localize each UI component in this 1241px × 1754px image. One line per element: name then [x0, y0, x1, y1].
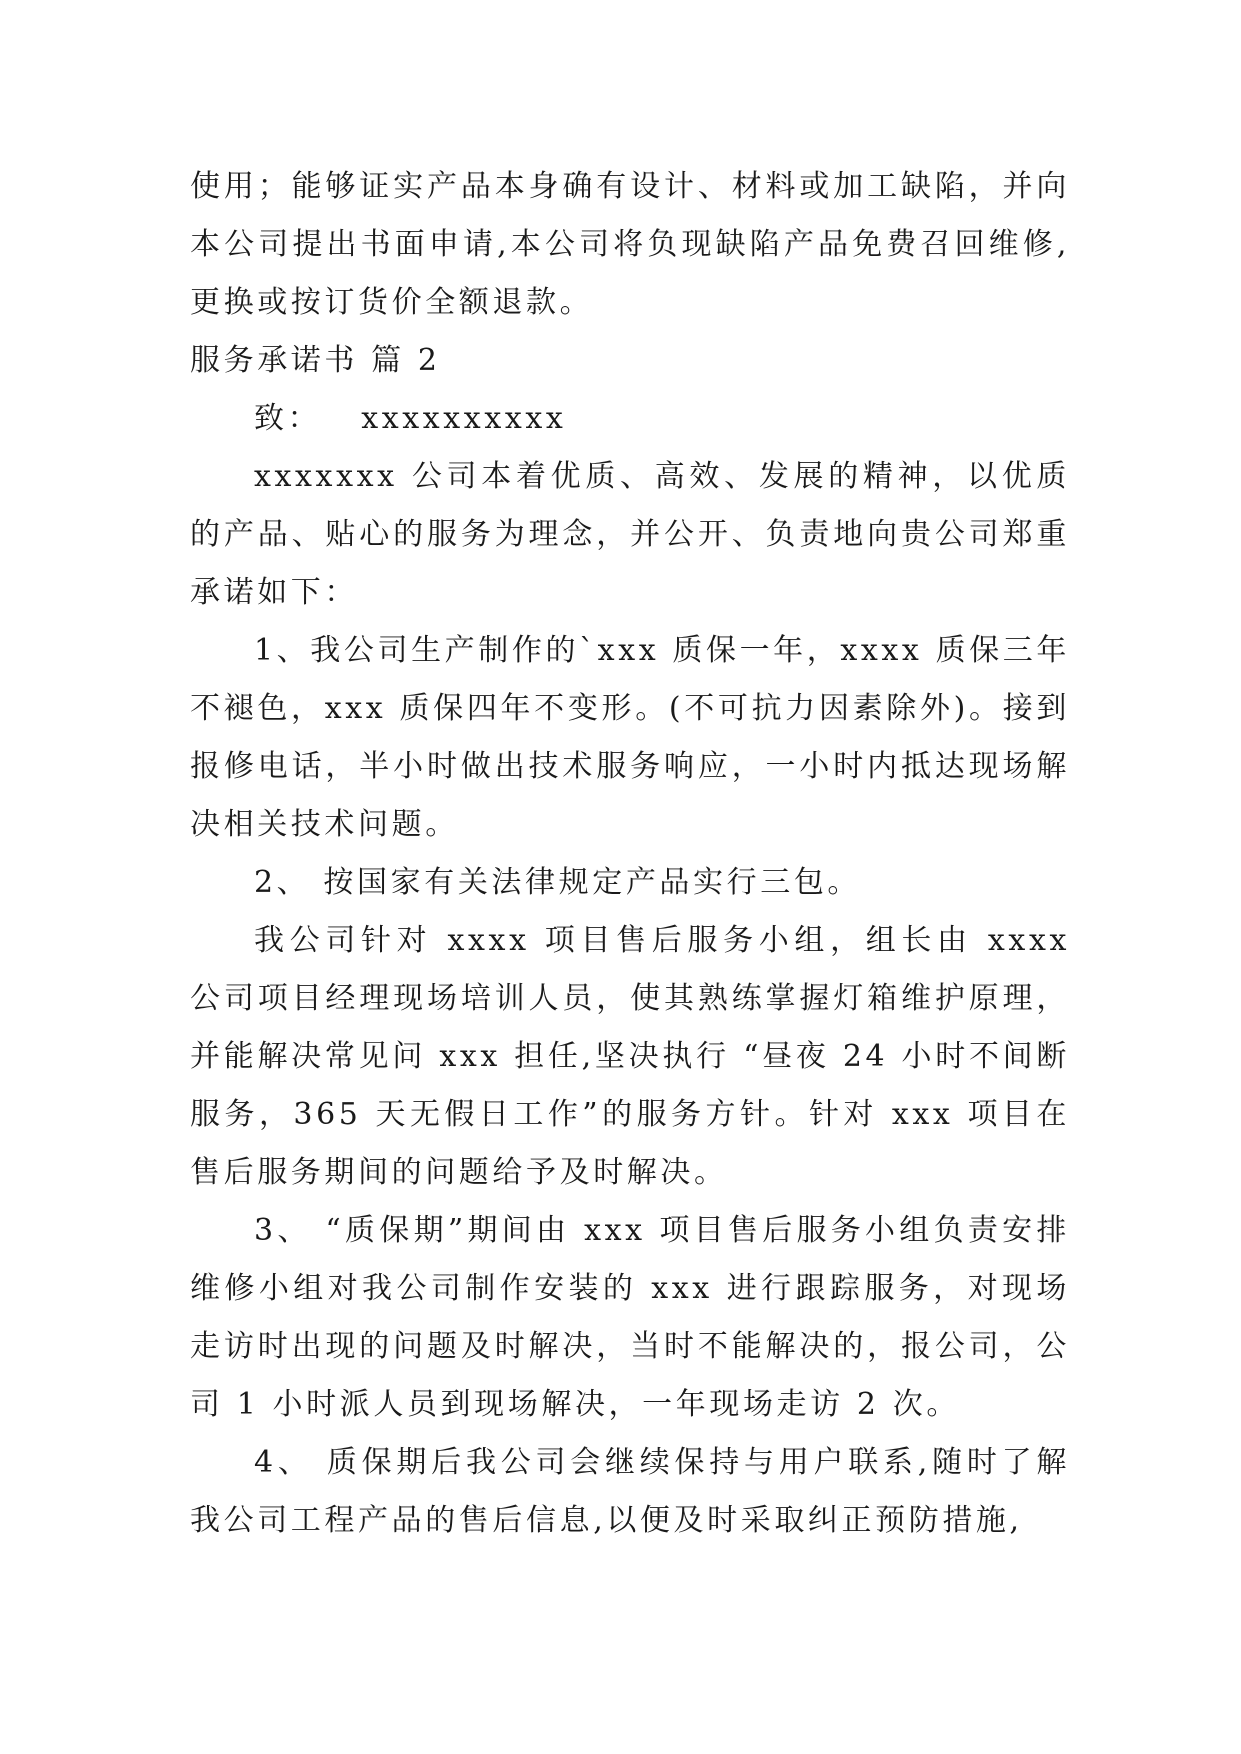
paragraph-item-3: 3、 “质保期”期间由 xxx 项目售后服务小组负责安排维修小组对我公司制作安装的 xxx 进行跟踪服务，对现场走访时出现的问题及时解决，当时不能解决的，报公司，公司 1 小时派人员到现场解决，一年现场走访 2 次。 — [190, 1213, 1070, 1422]
addressee-label: 致： — [254, 401, 322, 436]
document-body — [190, 158, 1070, 1550]
paragraph-intro: xxxxxxx 公司本着优质、高效、发展的精神，以优质的产品、贴心的服务为理念，并公开、负责地向贵公司郑重承诺如下： — [190, 459, 1070, 610]
paragraph-service-team: 我公司针对 xxxx 项目售后服务小组，组长由 xxxx 公司项目经理现场培训人员，使其熟练掌握灯箱维护原理，并能解决常见问 xxx 担任,坚决执行 “昼夜 24 小时不间断服务，365 天无假日工作”的服务方针。针对 xxx 项目在售后服务期间的问题给予及时解决。 — [190, 923, 1070, 1190]
paragraph-item-2: 2、 按国家有关法律规定产品实行三包。 — [254, 865, 862, 900]
addressee-value: xxxxxxxxxx — [361, 401, 567, 436]
addressee-line — [190, 390, 1070, 448]
paragraph-item-4: 4、 质保期后我公司会继续保持与用户联系,随时了解我公司工程产品的售后信息,以便及时采取纠正预防措施, — [190, 1445, 1070, 1538]
section-heading: 服务承诺书 篇 2 — [190, 343, 441, 378]
paragraph-continued: 使用；能够证实产品本身确有设计、材料或加工缺陷，并向本公司提出书面申请,本公司将负现缺陷产品免费召回维修,更换或按订货价全额退款。 — [190, 169, 1070, 320]
paragraph-item-1: 1、我公司生产制作的`xxx 质保一年，xxxx 质保三年不褪色，xxx 质保四年不变形。(不可抗力因素除外)。接到报修电话，半小时做出技术服务响应，一小时内抵达现场解决相关技术问题。 — [190, 633, 1070, 842]
